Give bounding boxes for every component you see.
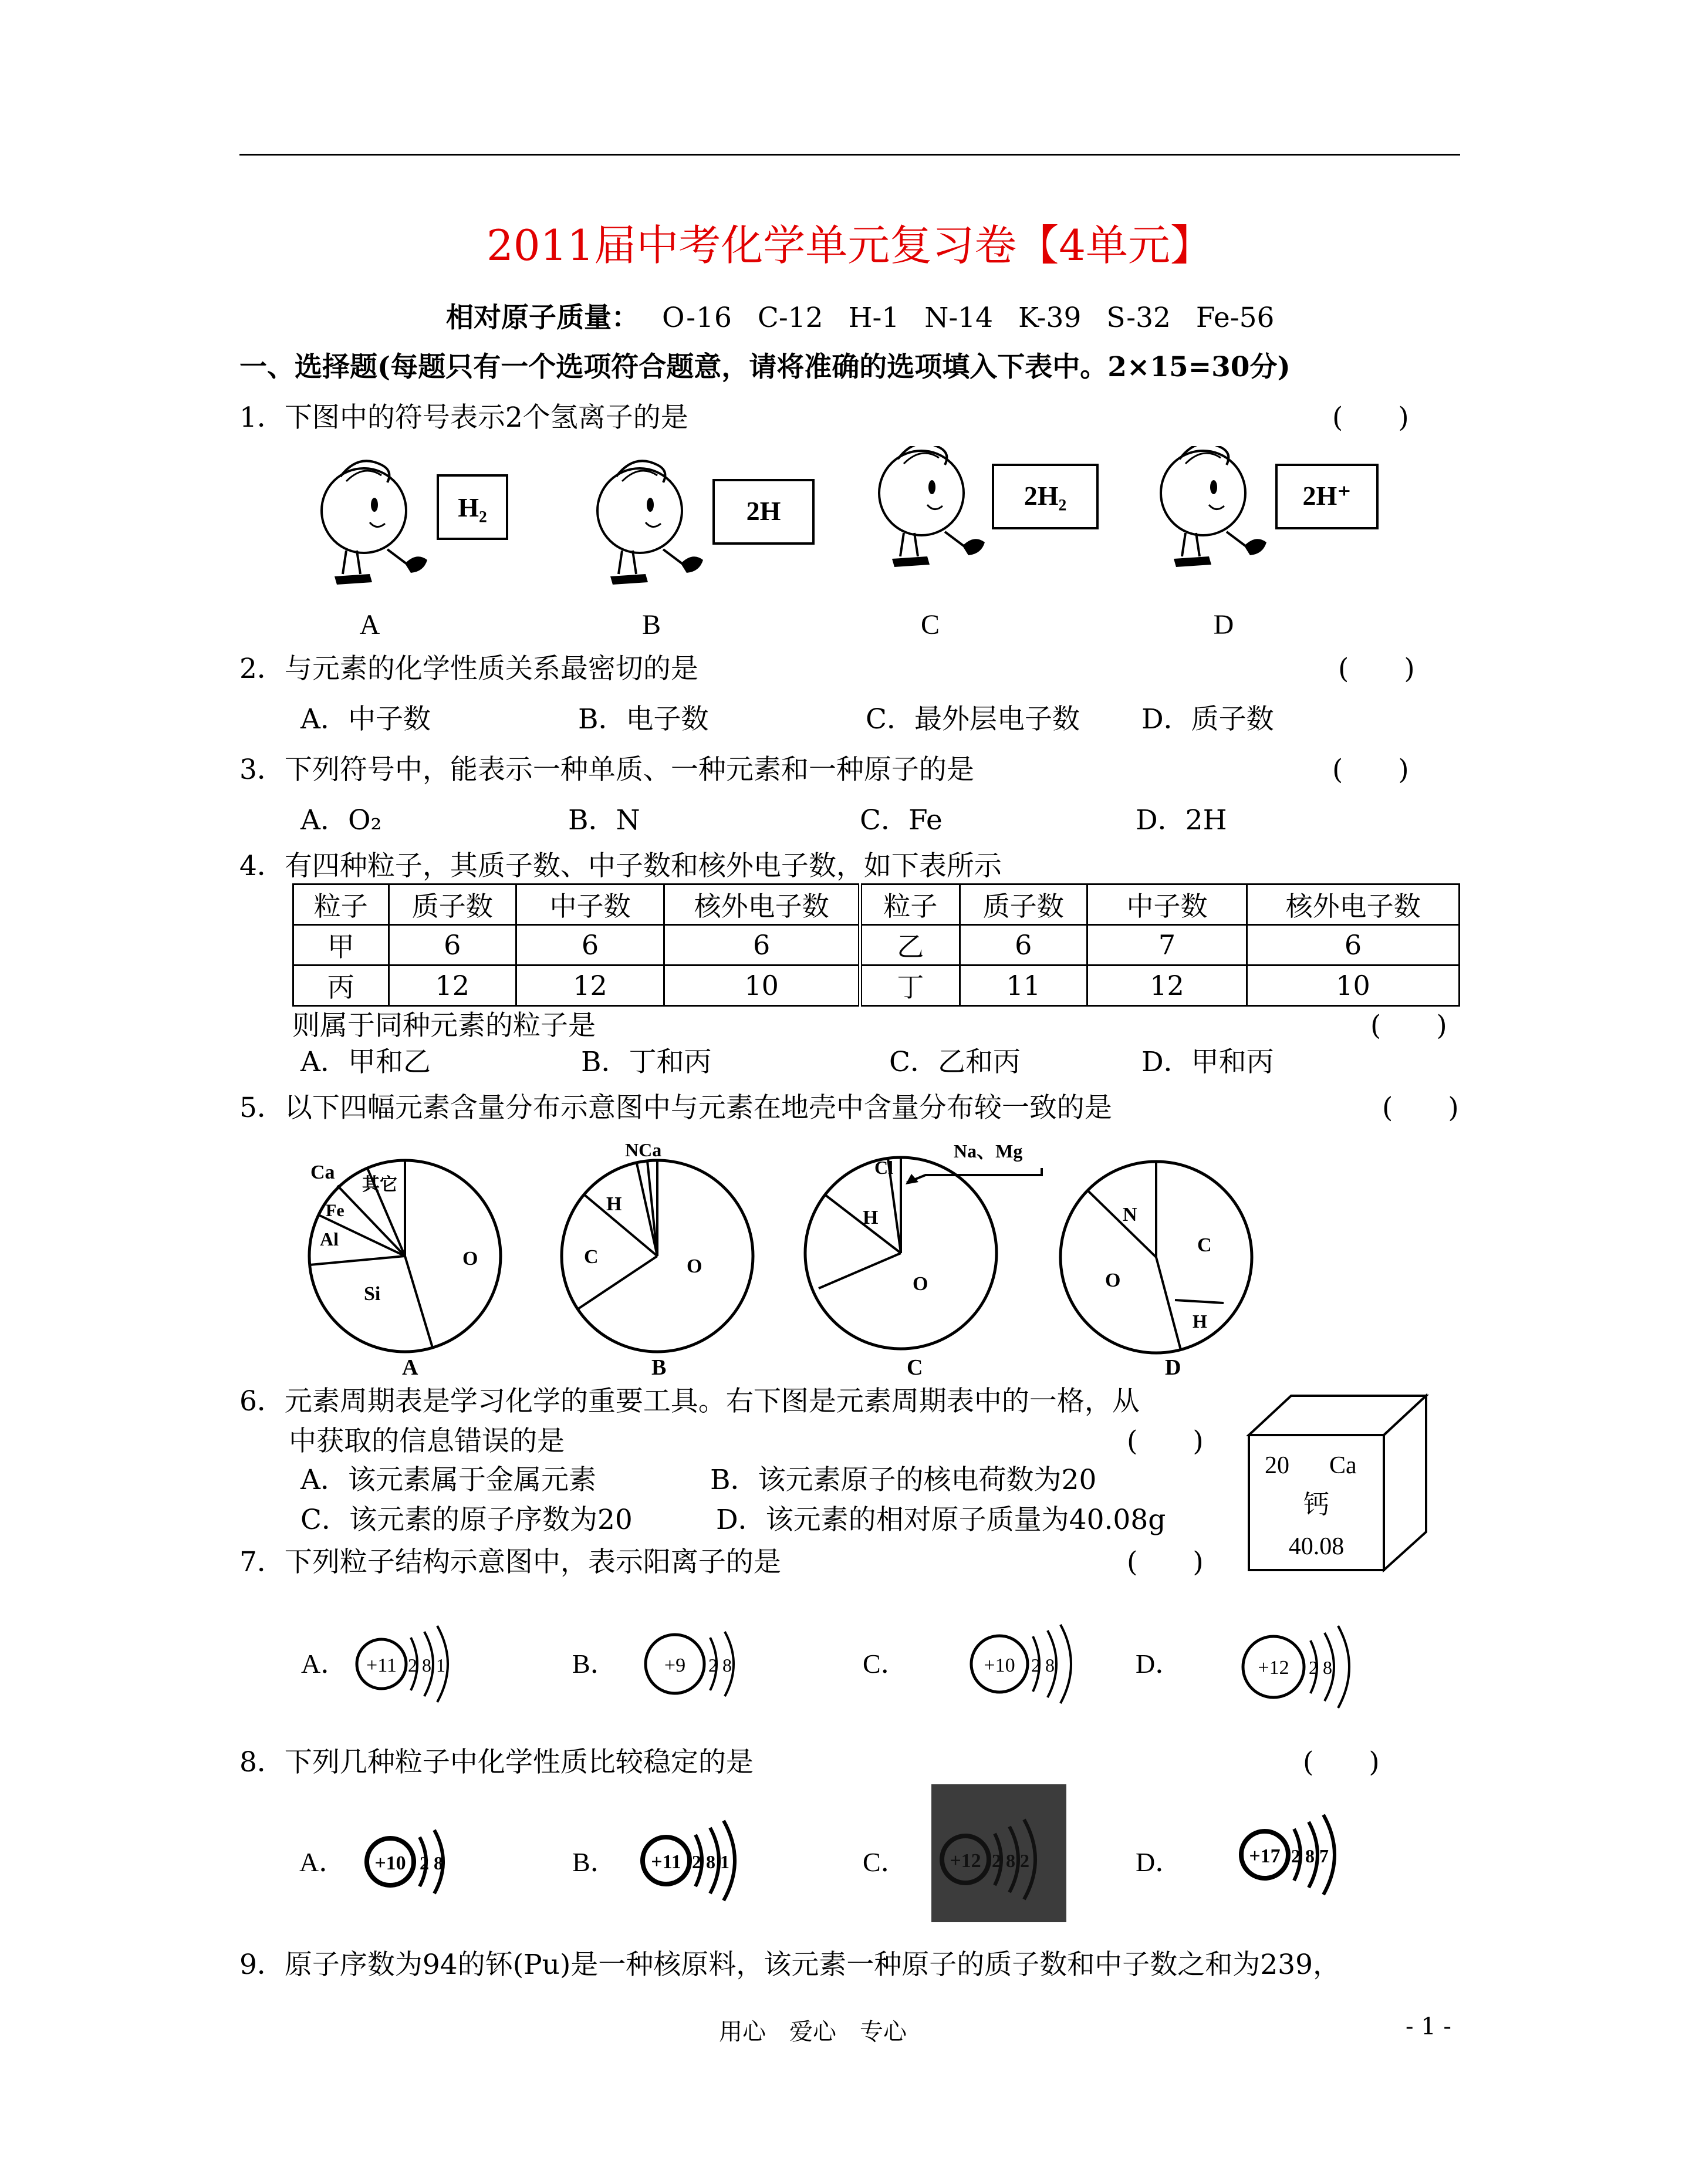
atomic-mass-c: C-12 xyxy=(757,302,823,334)
q8-letter-a: A． xyxy=(299,1847,346,1877)
q7-atom-c xyxy=(863,1625,1071,1703)
pie-d-label-n: N xyxy=(1123,1204,1137,1226)
pie-b-letter: B xyxy=(651,1355,667,1380)
table-header: 中子数 xyxy=(1087,885,1247,925)
pie-b-label-nca: NCa xyxy=(625,1139,662,1160)
q8-shells-a: 2 8 xyxy=(420,1852,443,1874)
table-header: 质子数 xyxy=(389,885,516,925)
sign-a: H₂ xyxy=(458,492,487,522)
q7-atom-b xyxy=(572,1632,734,1696)
q7-shells-d: 2 8 xyxy=(1309,1657,1332,1678)
q8-letter-c: C． xyxy=(863,1847,908,1877)
q6-stem-line2: 中获取的信息错误的是 xyxy=(289,1425,565,1457)
atomic-mass-label: 相对原子质量： xyxy=(446,302,639,334)
table-cell: 12 xyxy=(389,966,516,1006)
q2-stem: 2．与元素的化学性质关系最密切的是 xyxy=(239,653,698,685)
table-cell: 6 xyxy=(389,925,516,966)
q9-stem: 9．原子序数为94的钚(Pu)是一种核原料，该元素一种原子的质子数和中子数之和为239， xyxy=(239,1949,1340,1981)
pie-a-letter: A xyxy=(402,1355,418,1380)
q6-option-b: B．该元素原子的核电荷数为20 xyxy=(710,1464,1097,1496)
q7-letter-a: A． xyxy=(301,1649,348,1679)
mascot-c xyxy=(879,446,985,567)
q7-atom-d xyxy=(1136,1626,1349,1708)
q7-atom-a xyxy=(301,1626,448,1702)
table-cell: 甲 xyxy=(293,925,389,966)
q6-option-a: A．该元素属于金属元素 xyxy=(300,1464,596,1496)
q8-nucleus-c: +12 xyxy=(950,1850,981,1872)
q4-stem: 4．有四种粒子，其质子数、中子数和核外电子数，如下表所示 xyxy=(239,850,1002,882)
table-cell: 乙 xyxy=(860,925,960,966)
page-title: 2011届中考化学单元复习卷【4单元】 xyxy=(486,221,1213,270)
option-letter-a: A xyxy=(359,609,380,640)
header-rule xyxy=(239,154,1460,156)
table-cell: 10 xyxy=(1247,966,1460,1006)
q8-atom-c xyxy=(863,1784,1066,1922)
pie-c-label-o: O xyxy=(913,1273,928,1295)
q8-atom-d xyxy=(1136,1815,1335,1895)
q8-nucleus-b: +11 xyxy=(651,1851,681,1873)
table-header: 质子数 xyxy=(960,885,1087,925)
table-row xyxy=(293,925,1460,966)
table-cell: 丙 xyxy=(293,966,389,1006)
q5-figure xyxy=(296,1133,1306,1385)
q7-letter-c: C． xyxy=(863,1649,908,1679)
atomic-mass-o: O-16 xyxy=(661,302,732,334)
q2-option-a: A．中子数 xyxy=(300,703,431,735)
sign-d: 2H⁺ xyxy=(1302,481,1352,511)
page-number: - 1 - xyxy=(1406,2013,1451,2040)
element-name: 钙 xyxy=(1303,1490,1329,1519)
pie-d-label-c: C xyxy=(1197,1234,1212,1256)
element-mass: 40.08 xyxy=(1288,1533,1345,1560)
table-header: 粒子 xyxy=(293,885,389,925)
q4-option-d: D．甲和丙 xyxy=(1141,1046,1274,1078)
pie-b-label-h: H xyxy=(606,1193,622,1215)
pie-a-label-o: O xyxy=(462,1248,478,1270)
q8-atom-b xyxy=(572,1821,735,1901)
q4-answer-paren: ( ) xyxy=(1370,1010,1447,1042)
q7-shells-c: 2 8 xyxy=(1031,1655,1055,1676)
q4-option-a: A．甲和乙 xyxy=(300,1046,431,1078)
atomic-mass-h: H-1 xyxy=(848,302,900,334)
atomic-mass-s: S-32 xyxy=(1106,302,1171,334)
table-cell: 10 xyxy=(664,966,860,1006)
q3-option-a: A．O₂ xyxy=(300,804,382,836)
q4-option-c: C．乙和丙 xyxy=(889,1046,1021,1078)
q7-nucleus-d: +12 xyxy=(1258,1657,1289,1679)
q2-option-c: C．最外层电子数 xyxy=(866,703,1080,735)
table-cell: 6 xyxy=(1247,925,1460,966)
table-cell: 11 xyxy=(960,966,1087,1006)
pie-b xyxy=(562,1139,753,1380)
q3-option-c: C．Fe xyxy=(860,804,943,836)
table-cell: 12 xyxy=(516,966,664,1006)
q3-option-d: D．2H xyxy=(1136,804,1227,836)
pie-a-label-other: 其它 xyxy=(362,1175,397,1194)
q3-answer-paren: ( ) xyxy=(1332,754,1409,786)
q7-letter-b: B． xyxy=(572,1649,617,1679)
table-header: 核外电子数 xyxy=(664,885,860,925)
table-cell: 6 xyxy=(960,925,1087,966)
q3-option-b: B．N xyxy=(568,804,640,836)
q8-letter-d: D． xyxy=(1136,1847,1183,1877)
table-header: 中子数 xyxy=(516,885,664,925)
q3-stem: 3．下列符号中，能表示一种单质、一种元素和一种原子的是 xyxy=(239,754,974,786)
mascot-a xyxy=(322,461,427,585)
pie-a-label-al: Al xyxy=(320,1228,339,1250)
q7-nucleus-a: +11 xyxy=(366,1655,397,1676)
pie-a-label-si: Si xyxy=(364,1283,381,1305)
q7-shells-b: 2 8 xyxy=(708,1655,732,1676)
q7-answer-paren: ( ) xyxy=(1127,1546,1204,1578)
q8-figure xyxy=(296,1784,1411,1931)
q5-answer-paren: ( ) xyxy=(1382,1092,1459,1124)
section-heading: 一、选择题(每题只有一个选项符合题意，请将准确的选项填入下表中。2×15=30分) xyxy=(239,351,1291,383)
q7-shells-a: 2 8 1 xyxy=(408,1655,445,1676)
q5-stem: 5．以下四幅元素含量分布示意图中与元素在地壳中含量分布较一致的是 xyxy=(239,1092,1112,1124)
table-cell: 6 xyxy=(516,925,664,966)
pie-c-letter: C xyxy=(907,1355,923,1380)
option-letter-c: C xyxy=(920,609,940,640)
element-number: 20 xyxy=(1265,1452,1289,1479)
q2-answer-paren: ( ) xyxy=(1338,653,1415,685)
pie-c-label-cl: Cl xyxy=(874,1157,893,1178)
footer-motto: 用心 爱心 专心 xyxy=(719,2018,907,2045)
q8-stem: 8．下列几种粒子中化学性质比较稳定的是 xyxy=(239,1746,754,1778)
table-cell: 7 xyxy=(1087,925,1247,966)
q8-atom-a xyxy=(299,1830,443,1893)
q7-letter-d: D． xyxy=(1136,1649,1183,1679)
table-header-row xyxy=(293,885,1460,925)
q8-shells-b: 2 8 1 xyxy=(692,1851,729,1872)
element-symbol: Ca xyxy=(1329,1452,1357,1479)
table-header: 粒子 xyxy=(860,885,960,925)
option-letter-d: D xyxy=(1213,609,1234,640)
q8-letter-b: B． xyxy=(572,1847,617,1877)
periodic-table-cell xyxy=(1244,1391,1432,1579)
q1-answer-paren: ( ) xyxy=(1332,401,1409,434)
q6-stem-line1: 6．元素周期表是学习化学的重要工具。右下图是元素周期表中的一格，从 xyxy=(239,1385,1140,1417)
table-cell: 丁 xyxy=(860,966,960,1006)
atomic-mass-line xyxy=(446,301,1274,336)
atomic-mass-fe: Fe-56 xyxy=(1195,302,1275,334)
q2-option-b: B．电子数 xyxy=(578,703,709,735)
atomic-mass-k: K-39 xyxy=(1018,302,1082,334)
q1-stem: 1．下图中的符号表示2个氢离子的是 xyxy=(239,401,688,434)
q8-shells-c: 2 8 2 xyxy=(992,1850,1029,1871)
sign-c: 2H₂ xyxy=(1024,481,1067,511)
q8-answer-paren: ( ) xyxy=(1303,1746,1380,1778)
atomic-mass-n: N-14 xyxy=(924,302,994,334)
q6-option-c: C．该元素的原子序数为20 xyxy=(300,1504,633,1536)
q6-answer-paren: ( ) xyxy=(1127,1425,1204,1457)
table-header: 核外电子数 xyxy=(1247,885,1460,925)
table-cell: 12 xyxy=(1087,966,1247,1006)
pie-d-label-h: H xyxy=(1193,1311,1207,1332)
pie-b-label-c: C xyxy=(584,1246,599,1268)
mascot-b xyxy=(597,461,703,585)
q8-nucleus-d: +17 xyxy=(1249,1845,1281,1867)
table-cell: 6 xyxy=(664,925,860,966)
table-row xyxy=(293,966,1460,1006)
pie-d-letter: D xyxy=(1165,1355,1181,1380)
pie-a-label-fe: Fe xyxy=(326,1201,344,1220)
q4-question: 则属于同种元素的粒子是 xyxy=(292,1010,596,1042)
q4-table xyxy=(292,883,1460,1007)
q2-option-d: D．质子数 xyxy=(1141,703,1274,735)
q8-nucleus-a: +10 xyxy=(374,1852,406,1874)
pie-d-label-o: O xyxy=(1105,1270,1121,1291)
q7-nucleus-c: +10 xyxy=(984,1655,1015,1676)
q4-option-b: B．丁和丙 xyxy=(581,1046,712,1078)
pie-b-label-o: O xyxy=(687,1255,702,1277)
pie-c-label-namg: Na、Mg xyxy=(954,1140,1023,1162)
q7-nucleus-b: +9 xyxy=(664,1655,686,1676)
pie-c xyxy=(805,1140,1042,1380)
q6-option-d: D．该元素的相对原子质量为40.08g xyxy=(716,1504,1166,1536)
pie-a xyxy=(309,1160,501,1380)
pie-d xyxy=(1060,1162,1252,1380)
q7-figure xyxy=(296,1608,1411,1720)
sign-b: 2H xyxy=(746,496,781,526)
q1-figure xyxy=(305,446,1420,646)
option-letter-b: B xyxy=(641,609,661,640)
q8-shells-d: 2 8 7 xyxy=(1291,1845,1329,1866)
mascot-d xyxy=(1161,446,1266,567)
pie-a-label-ca: Ca xyxy=(310,1162,335,1183)
q7-stem: 7．下列粒子结构示意图中，表示阳离子的是 xyxy=(239,1546,781,1578)
pie-c-label-h: H xyxy=(863,1207,879,1228)
